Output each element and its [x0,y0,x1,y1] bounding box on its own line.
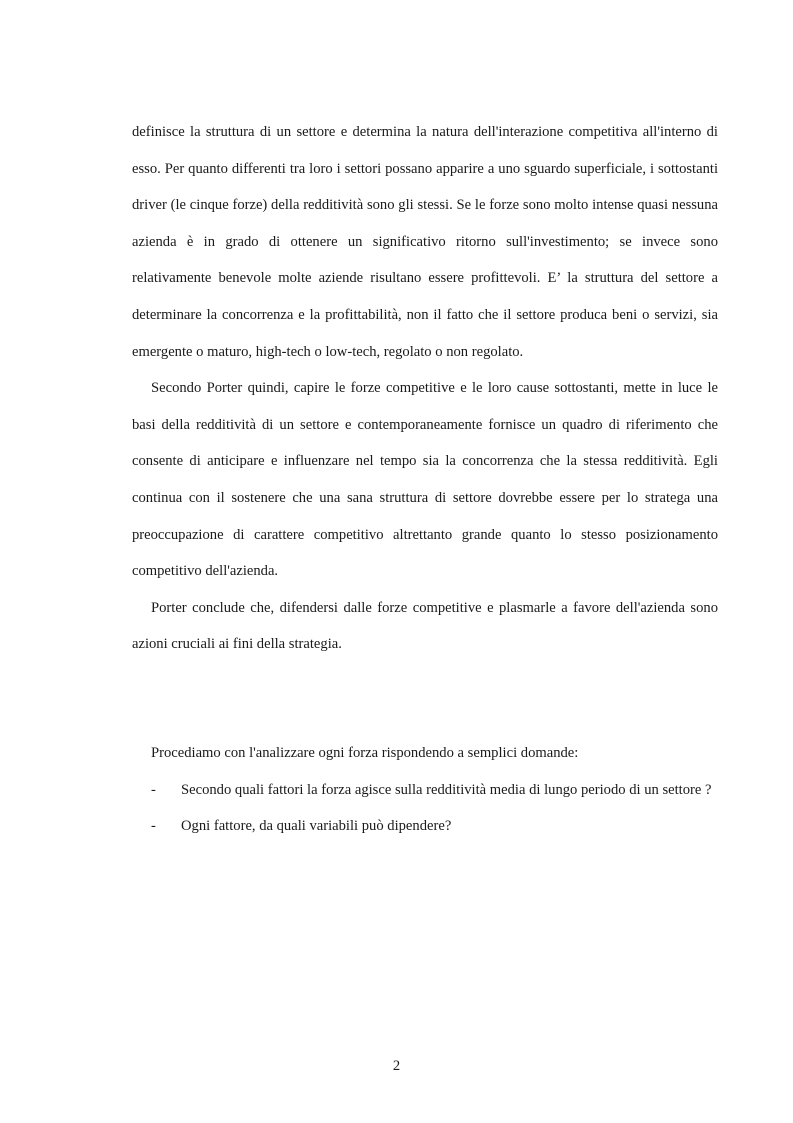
body-text-top [132,114,718,663]
page-number: 2 [392,1058,401,1074]
paragraph-3: Porter conclude che, difendersi dalle forze competitive e plasmarle a favore dell'azienda sono azioni cruciali ai fini della strategia. [132,599,718,653]
list-item [132,772,718,809]
list-dash: - [151,818,156,835]
paragraph-2: Secondo Porter quindi, capire le forze competitive e le loro cause sottostanti, mette in luce le basi della redditività di un settore e contemporaneamente fornisce un quadro di riferimento che consente di anticipare e influenzare nel tempo sia la concorrenza che la stessa redditività. Egli continua con il sostenere che una sana struttura di settore dovrebbe essere per lo stratega una preoccupazione di carattere competitivo altrettanto grande quanto lo stesso posizionamento competitivo dell'azienda. [132,380,718,580]
questions-intro: Procediamo con l'analizzare ogni forza rispondendo a semplici domande: [151,745,579,761]
body-text-questions [132,735,718,845]
list-item [132,808,718,845]
list-dash: - [151,781,156,798]
paragraph-1: definisce la struttura di un settore e determina la natura dell'interazione competitiva all'interno di esso. Per quanto differenti tra loro i settori possano apparire a uno sguardo superficiale, i sottostanti driver (le cinque forze) della redditività sono gli stessi. Se le forze sono molto intense quasi nessuna azienda è in grado di ottenere un significativo ritorno sull'investimento; se invece sono relativamente benevole molte aziende risultano essere profittevoli. E’ la struttura del settore a determinare la concorrenza e la profittabilità, non il fatto che il settore produca beni o servizi, sia emergente o maturo, high-tech o low-tech, regolato o non regolato. [132,124,718,360]
list-item-text: Secondo quali fattori la forza agisce sulla redditività media di lungo periodo di un settore ? [181,781,712,798]
list-item-text: Ogni fattore, da quali variabili può dipendere? [181,818,452,835]
